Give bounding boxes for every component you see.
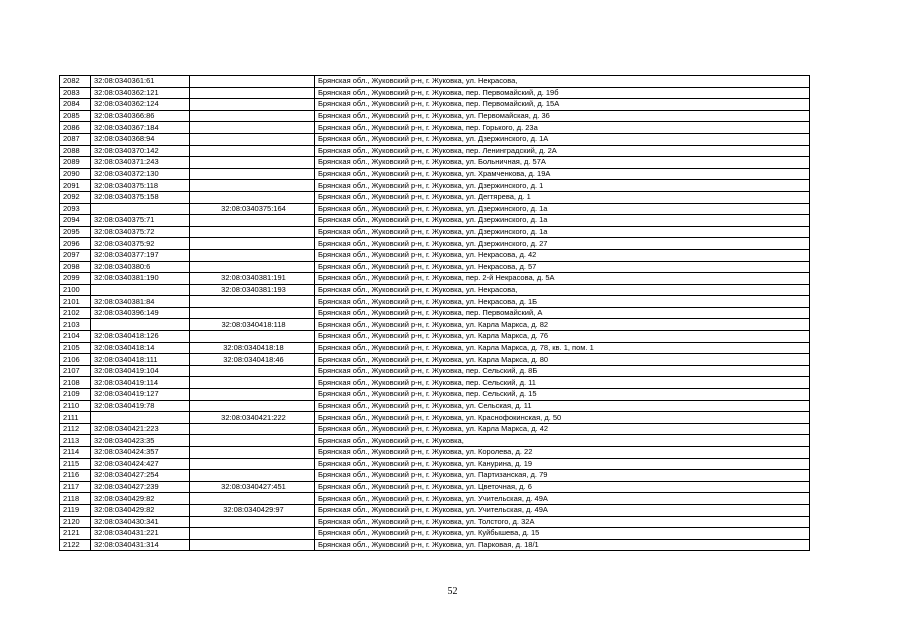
row-number-cell: 2106 [60, 354, 91, 366]
row-number-cell: 2119 [60, 504, 91, 516]
cadastral-number-cell: 32:08:0340429:82 [91, 504, 190, 516]
related-cadastral-number-cell [190, 191, 315, 203]
row-number-cell: 2100 [60, 284, 91, 296]
row-number-cell: 2114 [60, 447, 91, 459]
address-cell: Брянская обл., Жуковский р-н, г. Жуковка, пер. Первомайский, д. 19б [315, 87, 810, 99]
row-number-cell: 2118 [60, 493, 91, 505]
address-cell: Брянская обл., Жуковский р-н, г. Жуковка, ул. Дзержинского, д. 1А [315, 133, 810, 145]
table-row [60, 273, 810, 285]
related-cadastral-number-cell: 32:08:0340429:97 [190, 504, 315, 516]
table-row [60, 423, 810, 435]
row-number-cell: 2099 [60, 273, 91, 285]
table-row [60, 447, 810, 459]
table-row [60, 342, 810, 354]
related-cadastral-number-cell: 32:08:0340421:222 [190, 412, 315, 424]
address-cell: Брянская обл., Жуковский р-н, г. Жуковка, ул. Парковая, д. 18/1 [315, 539, 810, 551]
cadastral-number-cell: 32:08:0340366:86 [91, 110, 190, 122]
table-row [60, 133, 810, 145]
cadastral-number-cell: 32:08:0340375:158 [91, 191, 190, 203]
table-row [60, 481, 810, 493]
cadastral-number-cell: 32:08:0340375:72 [91, 226, 190, 238]
related-cadastral-number-cell [190, 435, 315, 447]
cadastral-number-cell: 32:08:0340362:124 [91, 99, 190, 111]
address-cell: Брянская обл., Жуковский р-н, г. Жуковка, ул. Карла Маркса, д. 82 [315, 319, 810, 331]
cadastral-number-cell: 32:08:0340419:78 [91, 400, 190, 412]
table-row [60, 539, 810, 551]
related-cadastral-number-cell [190, 470, 315, 482]
table-row [60, 365, 810, 377]
address-cell: Брянская обл., Жуковский р-н, г. Жуковка, ул. Карла Маркса, д. 42 [315, 423, 810, 435]
address-cell: Брянская обл., Жуковский р-н, г. Жуковка, ул. Учительская, д. 49А [315, 504, 810, 516]
row-number-cell: 2098 [60, 261, 91, 273]
cadastral-number-cell: 32:08:0340372:130 [91, 168, 190, 180]
cadastral-number-cell: 32:08:0340381:84 [91, 296, 190, 308]
related-cadastral-number-cell [190, 539, 315, 551]
address-cell: Брянская обл., Жуковский р-н, г. Жуковка, ул. Толстого, д. 32А [315, 516, 810, 528]
row-number-cell: 2086 [60, 122, 91, 134]
row-number-cell: 2111 [60, 412, 91, 424]
table-row [60, 249, 810, 261]
row-number-cell: 2105 [60, 342, 91, 354]
related-cadastral-number-cell [190, 238, 315, 250]
related-cadastral-number-cell: 32:08:0340418:46 [190, 354, 315, 366]
related-cadastral-number-cell [190, 168, 315, 180]
related-cadastral-number-cell [190, 516, 315, 528]
related-cadastral-number-cell [190, 180, 315, 192]
row-number-cell: 2096 [60, 238, 91, 250]
cadastral-number-cell: 32:08:0340427:239 [91, 481, 190, 493]
table-row [60, 87, 810, 99]
table-row [60, 331, 810, 343]
row-number-cell: 2121 [60, 528, 91, 540]
address-cell: Брянская обл., Жуковский р-н, г. Жуковка, ул. Учительская, д. 49А [315, 493, 810, 505]
cadastral-number-cell: 32:08:0340427:254 [91, 470, 190, 482]
row-number-cell: 2088 [60, 145, 91, 157]
address-cell: Брянская обл., Жуковский р-н, г. Жуковка, ул. Дзержинского, д. 27 [315, 238, 810, 250]
row-number-cell: 2101 [60, 296, 91, 308]
table-row [60, 516, 810, 528]
cadastral-number-cell: 32:08:0340370:142 [91, 145, 190, 157]
address-cell: Брянская обл., Жуковский р-н, г. Жуковка, ул. Некрасова, [315, 284, 810, 296]
cadastral-number-cell: 32:08:0340367:184 [91, 122, 190, 134]
row-number-cell: 2109 [60, 389, 91, 401]
cadastral-number-cell: 32:08:0340418:111 [91, 354, 190, 366]
table-row [60, 261, 810, 273]
related-cadastral-number-cell [190, 377, 315, 389]
cadastral-number-cell: 32:08:0340431:221 [91, 528, 190, 540]
cadastral-number-cell [91, 319, 190, 331]
row-number-cell: 2091 [60, 180, 91, 192]
row-number-cell: 2094 [60, 215, 91, 227]
address-cell: Брянская обл., Жуковский р-н, г. Жуковка, пер. 2-й Некрасова, д. 5А [315, 273, 810, 285]
row-number-cell: 2097 [60, 249, 91, 261]
table-row [60, 458, 810, 470]
address-cell: Брянская обл., Жуковский р-н, г. Жуковка, пер. Первомайский, д. 15А [315, 99, 810, 111]
row-number-cell: 2083 [60, 87, 91, 99]
table-row [60, 493, 810, 505]
address-cell: Брянская обл., Жуковский р-н, г. Жуковка, ул. Карла Маркса, д. 78, кв. 1, пом. 1 [315, 342, 810, 354]
related-cadastral-number-cell [190, 226, 315, 238]
address-cell: Брянская обл., Жуковский р-н, г. Жуковка, ул. Дегтярева, д. 1 [315, 191, 810, 203]
row-number-cell: 2117 [60, 481, 91, 493]
address-cell: Брянская обл., Жуковский р-н, г. Жуковка, пер. Сельский, д. 11 [315, 377, 810, 389]
cadastral-number-cell: 32:08:0340375:92 [91, 238, 190, 250]
related-cadastral-number-cell [190, 110, 315, 122]
cadastral-number-cell: 32:08:0340371:243 [91, 157, 190, 169]
address-cell: Брянская обл., Жуковский р-н, г. Жуковка, ул. Канурина, д. 19 [315, 458, 810, 470]
address-cell: Брянская обл., Жуковский р-н, г. Жуковка, ул. Цветочная, д. 6 [315, 481, 810, 493]
cadastral-number-cell: 32:08:0340431:314 [91, 539, 190, 551]
table-row [60, 157, 810, 169]
table-row [60, 145, 810, 157]
row-number-cell: 2116 [60, 470, 91, 482]
table-row [60, 168, 810, 180]
address-cell: Брянская обл., Жуковский р-н, г. Жуковка, пер. Сельский, д. 15 [315, 389, 810, 401]
address-cell: Брянская обл., Жуковский р-н, г. Жуковка, ул. Дзержинского, д. 1а [315, 215, 810, 227]
related-cadastral-number-cell [190, 261, 315, 273]
related-cadastral-number-cell: 32:08:0340381:193 [190, 284, 315, 296]
related-cadastral-number-cell [190, 145, 315, 157]
row-number-cell: 2113 [60, 435, 91, 447]
related-cadastral-number-cell [190, 133, 315, 145]
related-cadastral-number-cell: 32:08:0340418:118 [190, 319, 315, 331]
table-row [60, 470, 810, 482]
table-row [60, 284, 810, 296]
related-cadastral-number-cell [190, 447, 315, 459]
table-row [60, 354, 810, 366]
cadastral-table [59, 75, 810, 551]
related-cadastral-number-cell [190, 389, 315, 401]
related-cadastral-number-cell [190, 76, 315, 88]
cadastral-number-cell: 32:08:0340381:190 [91, 273, 190, 285]
row-number-cell: 2122 [60, 539, 91, 551]
row-number-cell: 2087 [60, 133, 91, 145]
cadastral-number-cell: 32:08:0340380:6 [91, 261, 190, 273]
related-cadastral-number-cell [190, 400, 315, 412]
address-cell: Брянская обл., Жуковский р-н, г. Жуковка, ул. Первомайская, д. 36 [315, 110, 810, 122]
address-cell: Брянская обл., Жуковский р-н, г. Жуковка, ул. Партизанская, д. 79 [315, 470, 810, 482]
table-row [60, 389, 810, 401]
address-cell: Брянская обл., Жуковский р-н, г. Жуковка, ул. Некрасова, д. 57 [315, 261, 810, 273]
related-cadastral-number-cell [190, 331, 315, 343]
table-body [60, 76, 810, 551]
row-number-cell: 2104 [60, 331, 91, 343]
row-number-cell: 2107 [60, 365, 91, 377]
cadastral-number-cell [91, 203, 190, 215]
table-row [60, 76, 810, 88]
related-cadastral-number-cell [190, 249, 315, 261]
related-cadastral-number-cell: 32:08:0340427:451 [190, 481, 315, 493]
related-cadastral-number-cell: 32:08:0340418:18 [190, 342, 315, 354]
table-row [60, 377, 810, 389]
related-cadastral-number-cell [190, 528, 315, 540]
address-cell: Брянская обл., Жуковский р-н, г. Жуковка, ул. Карла Маркса, д. 80 [315, 354, 810, 366]
row-number-cell: 2093 [60, 203, 91, 215]
cadastral-number-cell: 32:08:0340375:71 [91, 215, 190, 227]
related-cadastral-number-cell [190, 122, 315, 134]
related-cadastral-number-cell [190, 215, 315, 227]
cadastral-number-cell: 32:08:0340424:427 [91, 458, 190, 470]
address-cell: Брянская обл., Жуковский р-н, г. Жуковка, ул. Некрасова, [315, 76, 810, 88]
related-cadastral-number-cell [190, 296, 315, 308]
cadastral-number-cell: 32:08:0340419:127 [91, 389, 190, 401]
row-number-cell: 2102 [60, 307, 91, 319]
row-number-cell: 2115 [60, 458, 91, 470]
table-row [60, 504, 810, 516]
cadastral-number-cell: 32:08:0340362:121 [91, 87, 190, 99]
related-cadastral-number-cell [190, 307, 315, 319]
address-cell: Брянская обл., Жуковский р-н, г. Жуковка, ул. Карла Маркса, д. 76 [315, 331, 810, 343]
cadastral-number-cell [91, 284, 190, 296]
address-cell: Брянская обл., Жуковский р-н, г. Жуковка, ул. Краснофокинская, д. 50 [315, 412, 810, 424]
row-number-cell: 2084 [60, 99, 91, 111]
cadastral-number-cell [91, 412, 190, 424]
table-row [60, 110, 810, 122]
address-cell: Брянская обл., Жуковский р-н, г. Жуковка, [315, 435, 810, 447]
address-cell: Брянская обл., Жуковский р-н, г. Жуковка, ул. Некрасова, д. 42 [315, 249, 810, 261]
cadastral-number-cell: 32:08:0340419:104 [91, 365, 190, 377]
related-cadastral-number-cell [190, 458, 315, 470]
related-cadastral-number-cell: 32:08:0340375:164 [190, 203, 315, 215]
address-cell: Брянская обл., Жуковский р-н, г. Жуковка, ул. Королева, д. 22 [315, 447, 810, 459]
cadastral-number-cell: 32:08:0340429:82 [91, 493, 190, 505]
table-row [60, 226, 810, 238]
row-number-cell: 2110 [60, 400, 91, 412]
address-cell: Брянская обл., Жуковский р-н, г. Жуковка, ул. Куйбышева, д. 15 [315, 528, 810, 540]
address-cell: Брянская обл., Жуковский р-н, г. Жуковка, ул. Больничная, д. 57А [315, 157, 810, 169]
cadastral-number-cell: 32:08:0340421:223 [91, 423, 190, 435]
cadastral-number-cell: 32:08:0340396:149 [91, 307, 190, 319]
address-cell: Брянская обл., Жуковский р-н, г. Жуковка, ул. Дзержинского, д. 1 [315, 180, 810, 192]
row-number-cell: 2090 [60, 168, 91, 180]
table-row [60, 319, 810, 331]
row-number-cell: 2103 [60, 319, 91, 331]
table-row [60, 412, 810, 424]
table-row [60, 191, 810, 203]
table-row [60, 215, 810, 227]
cadastral-number-cell: 32:08:0340419:114 [91, 377, 190, 389]
table-row [60, 307, 810, 319]
cadastral-number-cell: 32:08:0340418:14 [91, 342, 190, 354]
related-cadastral-number-cell [190, 87, 315, 99]
address-cell: Брянская обл., Жуковский р-н, г. Жуковка, пер. Сельский, д. 8Б [315, 365, 810, 377]
cadastral-number-cell: 32:08:0340418:126 [91, 331, 190, 343]
related-cadastral-number-cell [190, 99, 315, 111]
row-number-cell: 2089 [60, 157, 91, 169]
cadastral-number-cell: 32:08:0340430:341 [91, 516, 190, 528]
table-row [60, 180, 810, 192]
row-number-cell: 2085 [60, 110, 91, 122]
related-cadastral-number-cell [190, 493, 315, 505]
table-row [60, 435, 810, 447]
page-number: 52 [447, 586, 458, 597]
row-number-cell: 2108 [60, 377, 91, 389]
address-cell: Брянская обл., Жуковский р-н, г. Жуковка, ул. Некрасова, д. 1Б [315, 296, 810, 308]
cadastral-number-cell: 32:08:0340368:94 [91, 133, 190, 145]
address-cell: Брянская обл., Жуковский р-н, г. Жуковка, пер. Горького, д. 23а [315, 122, 810, 134]
related-cadastral-number-cell [190, 423, 315, 435]
cadastral-number-cell: 32:08:0340424:357 [91, 447, 190, 459]
cadastral-number-cell: 32:08:0340361:61 [91, 76, 190, 88]
cadastral-number-cell: 32:08:0340423:35 [91, 435, 190, 447]
table-row [60, 122, 810, 134]
address-cell: Брянская обл., Жуковский р-н, г. Жуковка, ул. Дзержинского, д. 1а [315, 226, 810, 238]
row-number-cell: 2095 [60, 226, 91, 238]
address-cell: Брянская обл., Жуковский р-н, г. Жуковка, ул. Дзержинского, д. 1а [315, 203, 810, 215]
address-cell: Брянская обл., Жуковский р-н, г. Жуковка, пер. Ленинградский, д. 2А [315, 145, 810, 157]
address-cell: Брянская обл., Жуковский р-н, г. Жуковка, ул. Сельская, д. 11 [315, 400, 810, 412]
row-number-cell: 2112 [60, 423, 91, 435]
table-row [60, 99, 810, 111]
row-number-cell: 2120 [60, 516, 91, 528]
related-cadastral-number-cell: 32:08:0340381:191 [190, 273, 315, 285]
row-number-cell: 2092 [60, 191, 91, 203]
related-cadastral-number-cell [190, 365, 315, 377]
address-cell: Брянская обл., Жуковский р-н, г. Жуковка, ул. Храмченкова, д. 19А [315, 168, 810, 180]
table-row [60, 528, 810, 540]
table-row [60, 400, 810, 412]
address-cell: Брянская обл., Жуковский р-н, г. Жуковка, пер. Первомайский, А [315, 307, 810, 319]
cadastral-number-cell: 32:08:0340377:197 [91, 249, 190, 261]
table-row [60, 203, 810, 215]
related-cadastral-number-cell [190, 157, 315, 169]
row-number-cell: 2082 [60, 76, 91, 88]
table-row [60, 296, 810, 308]
cadastral-number-cell: 32:08:0340375:118 [91, 180, 190, 192]
table-row [60, 238, 810, 250]
